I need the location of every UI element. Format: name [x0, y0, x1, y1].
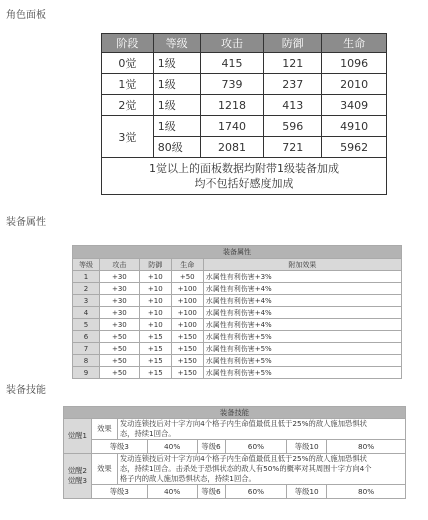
- table-row: [102, 95, 387, 116]
- hp-cell: +150: [171, 367, 203, 379]
- effect-text-line: 发动连锁技后对十字方向4个格子内生命值最低且低于25%的敌人施加恐惧状: [119, 419, 367, 428]
- level-value: 60%: [225, 485, 287, 499]
- effect-text: [117, 419, 405, 440]
- effect-text-line: 态，持续1回合。: [119, 429, 176, 438]
- hp-cell: +100: [171, 283, 203, 295]
- def-cell: +10: [139, 283, 171, 295]
- atk-cell: +50: [99, 355, 139, 367]
- atk-cell: 739: [200, 74, 264, 95]
- atk-cell: +50: [99, 343, 139, 355]
- effect-text-line: 态，持续1回合。击杀处于恐惧状态的敌人有50%的概率对其周围十字方向4个: [119, 464, 372, 473]
- level-cell: 1级: [153, 116, 200, 137]
- atk-cell: +50: [99, 331, 139, 343]
- level-cell: 80级: [153, 137, 200, 158]
- atk-cell: +30: [99, 319, 139, 331]
- attr-caption-row: [73, 246, 402, 259]
- stage-cell: 3觉: [102, 116, 154, 158]
- table-row: [73, 295, 402, 307]
- level-label: 等级6: [197, 485, 225, 499]
- attr-header-row: [73, 259, 402, 271]
- def-cell: +15: [139, 343, 171, 355]
- stats-section-title: 角色面板: [6, 10, 46, 21]
- table-row: [73, 283, 402, 295]
- awakening-name-line: 觉醒2: [67, 466, 88, 475]
- attr-section-title: 装备属性: [6, 217, 46, 228]
- stats-header-stage: 阶段: [102, 34, 154, 53]
- skill-caption: 装备技能: [64, 407, 406, 419]
- effect-cell: 水属性有利伤害+5%: [203, 355, 401, 367]
- level-value: 80%: [327, 485, 406, 499]
- hp-cell: +50: [171, 271, 203, 283]
- hp-cell: +100: [171, 319, 203, 331]
- stage-cell: 2觉: [102, 95, 154, 116]
- atk-cell: +30: [99, 307, 139, 319]
- table-row: [102, 74, 387, 95]
- effect-text-line: 格子内的敌人施加恐惧状态，持续1回合。: [119, 474, 256, 483]
- def-cell: +10: [139, 319, 171, 331]
- stats-note-line1: 1觉以上的面板数据均附带1级装备加成: [149, 162, 339, 175]
- awakening-name: [64, 454, 92, 499]
- def-cell: +10: [139, 307, 171, 319]
- level-value: 60%: [225, 440, 287, 454]
- level-label: 等级3: [91, 440, 147, 454]
- hp-cell: +150: [171, 343, 203, 355]
- stats-note-row: [102, 158, 387, 195]
- level-cell: 1级: [153, 53, 200, 74]
- level-label: 等级10: [287, 440, 327, 454]
- stats-header-row: [102, 34, 387, 53]
- table-row: [73, 319, 402, 331]
- atk-cell: 1740: [200, 116, 264, 137]
- table-row: [102, 116, 387, 137]
- table-row: [73, 271, 402, 283]
- table-row: [73, 355, 402, 367]
- def-cell: +15: [139, 331, 171, 343]
- hp-cell: 5962: [322, 137, 387, 158]
- effect-cell: 水属性有利伤害+4%: [203, 307, 401, 319]
- def-cell: 596: [264, 116, 322, 137]
- lv-cell: 8: [73, 355, 100, 367]
- level-value: 40%: [147, 440, 197, 454]
- effect-cell: 水属性有利伤害+4%: [203, 283, 401, 295]
- effect-cell: 水属性有利伤害+5%: [203, 367, 401, 379]
- atk-cell: +30: [99, 271, 139, 283]
- level-label: 等级6: [197, 440, 225, 454]
- lv-cell: 3: [73, 295, 100, 307]
- stats-note-line2: 均不包括好感度加成: [194, 177, 294, 190]
- lv-cell: 5: [73, 319, 100, 331]
- effect-label: 效果: [91, 419, 117, 440]
- lv-cell: 2: [73, 283, 100, 295]
- lv-cell: 4: [73, 307, 100, 319]
- hp-cell: +100: [171, 295, 203, 307]
- level-label: 等级3: [91, 485, 147, 499]
- def-cell: 121: [264, 53, 322, 74]
- skill-caption-row: [64, 407, 406, 419]
- attr-caption: 装备属性: [73, 246, 402, 259]
- def-cell: +15: [139, 355, 171, 367]
- lv-cell: 7: [73, 343, 100, 355]
- stats-table: [101, 33, 387, 195]
- table-row: [73, 331, 402, 343]
- hp-cell: 4910: [322, 116, 387, 137]
- awakening-name-line: 觉醒1: [67, 431, 88, 440]
- effect-cell: 水属性有利伤害+5%: [203, 343, 401, 355]
- hp-cell: 3409: [322, 95, 387, 116]
- lv-cell: 6: [73, 331, 100, 343]
- skill-table: [63, 406, 406, 499]
- skill-effect-row: [64, 419, 406, 440]
- table-row: [73, 367, 402, 379]
- stage-cell: 1觉: [102, 74, 154, 95]
- table-row: [73, 343, 402, 355]
- table-row: [102, 53, 387, 74]
- level-label: 等级10: [287, 485, 327, 499]
- skill-level-row: [64, 440, 406, 454]
- atk-cell: 415: [200, 53, 264, 74]
- table-row: [73, 307, 402, 319]
- hp-cell: +150: [171, 355, 203, 367]
- level-cell: 1级: [153, 74, 200, 95]
- effect-text: [117, 454, 405, 485]
- effect-cell: 水属性有利伤害+4%: [203, 319, 401, 331]
- attr-header-def: 防御: [139, 259, 171, 271]
- lv-cell: 9: [73, 367, 100, 379]
- def-cell: 721: [264, 137, 322, 158]
- effect-cell: 水属性有利伤害+5%: [203, 331, 401, 343]
- effect-text-line: 发动连锁技后对十字方向4个格子内生命值最低且低于25%的敌人施加恐惧状: [119, 454, 367, 463]
- skill-section-title: 装备技能: [6, 385, 46, 396]
- effect-cell: 水属性有利伤害+3%: [203, 271, 401, 283]
- lv-cell: 1: [73, 271, 100, 283]
- hp-cell: 1096: [322, 53, 387, 74]
- attr-header-atk: 攻击: [99, 259, 139, 271]
- attr-table: [72, 245, 402, 379]
- atk-cell: 1218: [200, 95, 264, 116]
- attr-header-lv: 等级: [73, 259, 100, 271]
- awakening-name-line: 觉醒3: [67, 476, 88, 485]
- awakening-name: [64, 419, 92, 454]
- stage-cell: 0觉: [102, 53, 154, 74]
- level-value: 80%: [327, 440, 406, 454]
- level-cell: 1级: [153, 95, 200, 116]
- atk-cell: 2081: [200, 137, 264, 158]
- hp-cell: +150: [171, 331, 203, 343]
- def-cell: +10: [139, 271, 171, 283]
- attr-header-fx: 附加效果: [203, 259, 401, 271]
- level-value: 40%: [147, 485, 197, 499]
- stats-header-def: 防御: [264, 34, 322, 53]
- hp-cell: +100: [171, 307, 203, 319]
- atk-cell: +50: [99, 367, 139, 379]
- stats-header-atk: 攻击: [200, 34, 264, 53]
- atk-cell: +30: [99, 295, 139, 307]
- skill-level-row: [64, 485, 406, 499]
- stats-note: [102, 158, 387, 195]
- hp-cell: 2010: [322, 74, 387, 95]
- effect-cell: 水属性有利伤害+4%: [203, 295, 401, 307]
- def-cell: +15: [139, 367, 171, 379]
- skill-effect-row: [64, 454, 406, 485]
- effect-label: 效果: [91, 454, 117, 485]
- def-cell: +10: [139, 295, 171, 307]
- def-cell: 237: [264, 74, 322, 95]
- attr-header-hp: 生命: [171, 259, 203, 271]
- stats-header-level: 等级: [153, 34, 200, 53]
- atk-cell: +30: [99, 283, 139, 295]
- def-cell: 413: [264, 95, 322, 116]
- stats-header-hp: 生命: [322, 34, 387, 53]
